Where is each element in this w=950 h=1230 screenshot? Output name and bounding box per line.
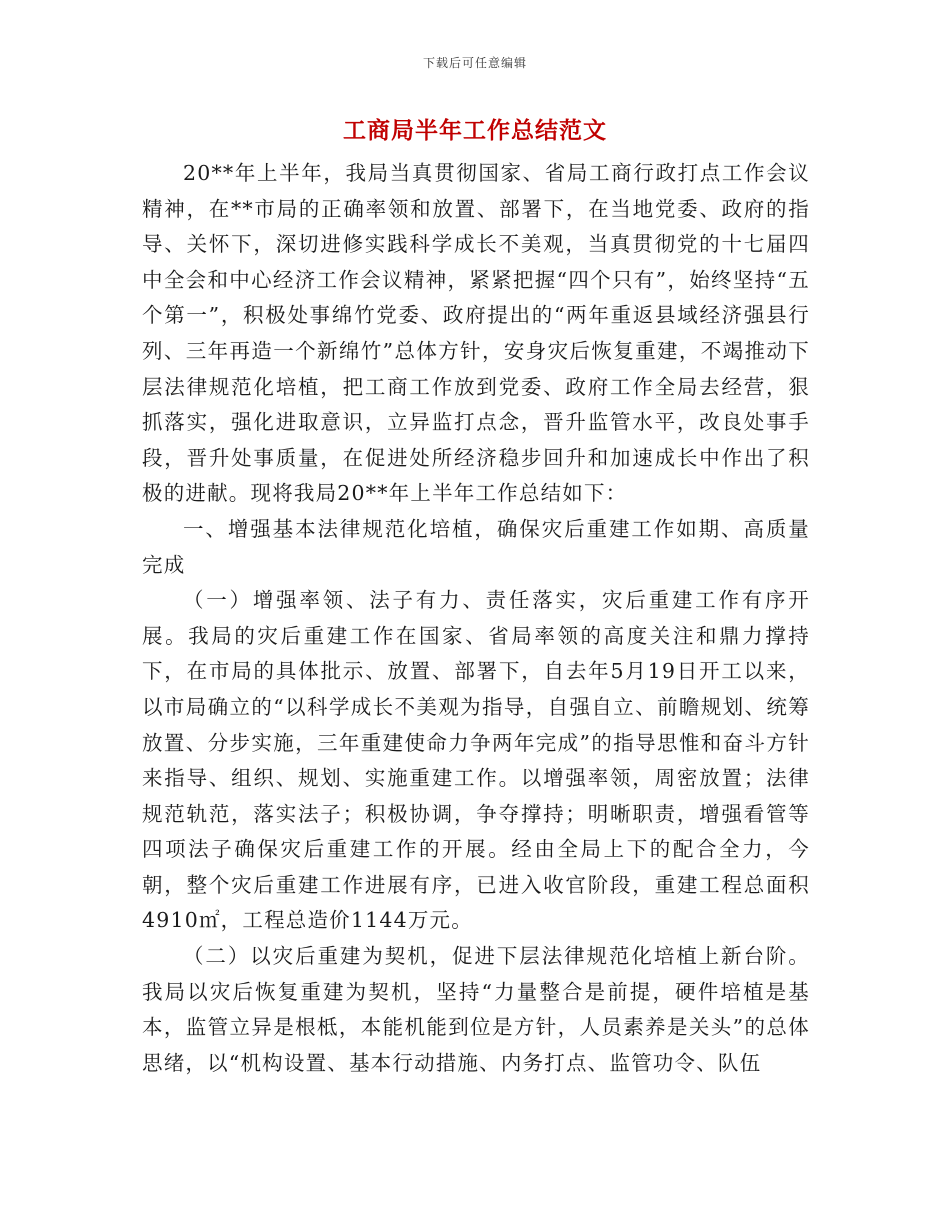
paragraph-subsection-2: （二）以灾后重建为契机，促进下层法律规范化培植上新台阶。我局以灾后恢复重建为契机，坚持“力量整合是前提，硬件培植是基本，监管立异是根柢，本能机能到位是方针，人员素养是关头”的总体思绪，以“机构设置、基本行动措施、内务打点、监管功令、队伍 [142, 944, 810, 1075]
header-note: 下载后可任意编辑 [422, 56, 527, 70]
paragraph-section-1-heading: 一、增强基本法律规范化培植，确保灾后重建工作如期、高质量完成 [142, 516, 810, 577]
paragraph-intro: 20**年上半年，我局当真贯彻国家、省局工商行政打点工作会议精神，在**市局的正确率领和放置、部署下，在当地党委、政府的指导、关怀下，深切进修实践科学成长不美观，当真贯彻党的十七届四中全会和中心经济工作会议精神，紧紧把握“四个只有”，始终坚持“五个第一”，积极处事绵竹党委、政府提出的“两年重返县域经济强县行列、三年再造一个新绵竹”总体方针，安身灾后恢复重建，不竭推动下层法律规范化培植，把工商工作放到党委、政府工作全局去经营，狠抓落实，强化进取意识，立异监打点念，晋升监管水平，改良处事手段，晋升处事质量，在促进处所经济稳步回升和加速成长中作出了积极的进献。现将我局20**年上半年工作总结如下： [142, 161, 810, 506]
document-title: 工商局半年工作总结范文 [343, 117, 607, 144]
paragraph-subsection-1: （一）增强率领、法子有力、责任落实，灾后重建工作有序开展。我局的灾后重建工作在国家、省局率领的高度关注和鼎力撑持下，在市局的具体批示、放置、部署下，自去年5月19日开工以来，以市局确立的“以科学成长不美观为指导，自强自立、前瞻规划、统筹放置、分步实施，三年重建使命力争两年完成”的指导思惟和奋斗方针来指导、组织、规划、实施重建工作。以增强率领，周密放置；法律规范轨范，落实法子；积极协调，争夺撑持；明晰职责，增强看管等四项法子确保灾后重建工作的开展。经由全局上下的配合全力，今朝，整个灾后重建工作进展有序，已进入收官阶段，重建工程总面积4910㎡，工程总造价1144万元。 [142, 588, 810, 933]
document-body [142, 156, 810, 1081]
